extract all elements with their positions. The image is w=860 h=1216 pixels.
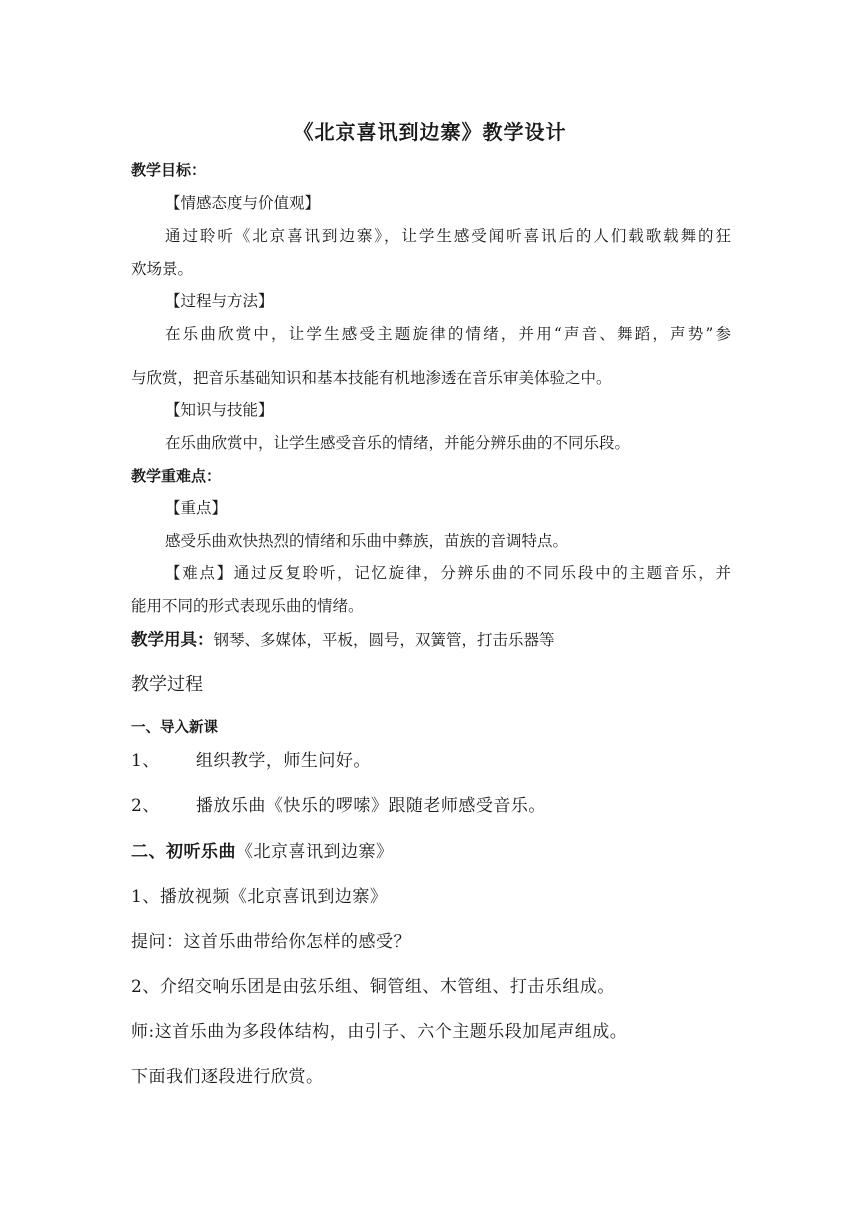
emotion-text-line2: 欢场景。 [131,260,194,278]
tools-text: 钢琴、多媒体，平板，圆号，双簧管，打击乐器等 [213,631,555,649]
tools-label: 教学用具： [131,630,214,649]
process-text-line1: 在乐曲欣赏中，让学生感受主题旋律的情绪，并用“声音、舞蹈，声势”参 [165,325,731,343]
emotion-text-line1: 通过聆听《北京喜讯到边寨》，让学生感受闻听喜讯后的人们载歌载舞的狂 [165,227,731,245]
section2-title: 《北京喜讯到边寨》 [236,842,394,862]
process-heading: 教学过程 [131,674,203,695]
s1-item2-number: 2、 [131,796,160,816]
s1-item1 [131,751,371,771]
tools-line [131,630,555,650]
objectives-heading: 教学目标： [131,161,207,179]
s1-item1-number: 1、 [131,751,160,771]
s2-teacher: 师:这首乐曲为多段体结构，由引子、六个主题乐段加尾声组成。 [131,1022,628,1042]
knowledge-label: 【知识与技能】 [165,401,274,419]
s2-item1: 1、播放视频《北京喜讯到边寨》 [131,887,388,907]
process-text-line2: 与欣赏，把音乐基础知识和基本技能有机地渗透在音乐审美体验之中。 [131,369,612,387]
document-title: 《北京喜讯到边寨》教学设计 [293,120,567,144]
s1-item2 [131,796,546,816]
emotion-label: 【情感态度与价值观】 [165,194,321,212]
difficult-text-line1: 【难点】通过反复聆听，记忆旋律，分辨乐曲的不同乐段中的主题音乐，并 [165,564,731,582]
keypoints-heading: 教学重难点： [131,467,222,485]
section2-heading-line [131,842,394,862]
key-text: 感受乐曲欢快热烈的情绪和乐曲中彝族，苗族的音调特点。 [165,532,569,550]
s2-next: 下面我们逐段进行欣赏。 [131,1067,324,1087]
knowledge-text: 在乐曲欣赏中，让学生感受音乐的情绪，并能分辨乐曲的不同乐段。 [165,434,631,452]
section2-heading: 二、初听乐曲 [131,842,236,862]
section1-heading: 一、导入新课 [131,720,218,736]
s2-question: 提问：这首乐曲带给你怎样的感受？ [131,932,411,952]
key-label: 【重点】 [165,499,228,517]
process-label: 【过程与方法】 [165,292,274,310]
s1-item2-text: 播放乐曲《快乐的啰嗦》跟随老师感受音乐。 [195,796,546,816]
s1-item1-text: 组织教学，师生问好。 [195,751,371,771]
s2-item2: 2、介绍交响乐团是由弦乐组、铜管组、木管组、打击乐组成。 [131,977,615,997]
difficult-text-line2: 能用不同的形式表现乐曲的情绪。 [131,597,364,615]
